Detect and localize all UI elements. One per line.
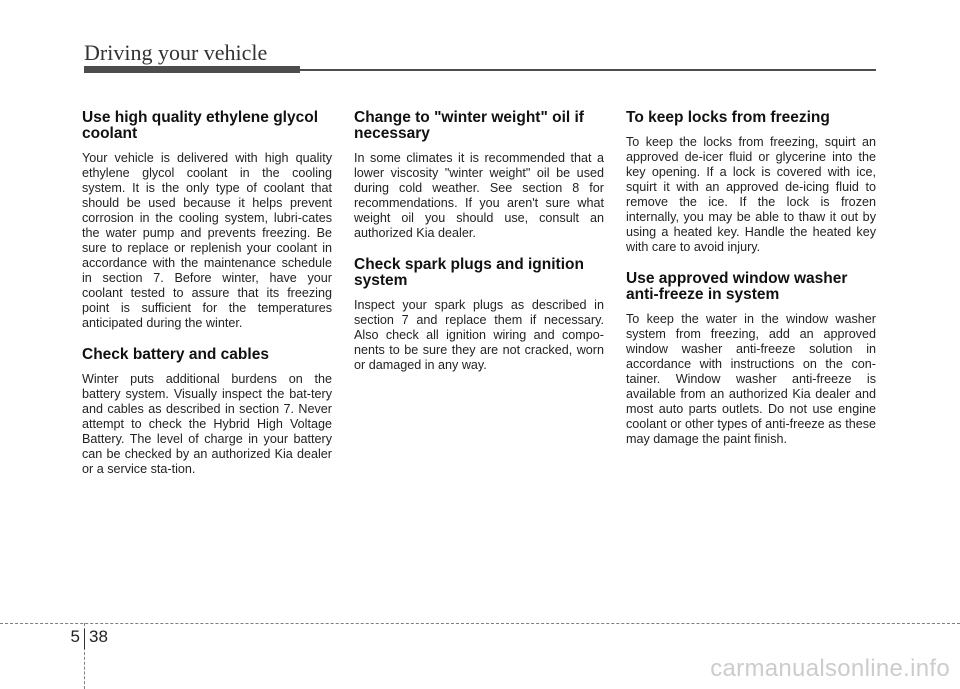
watermark-text: carmanualsonline.info [710,655,950,682]
section-washer [626,271,876,447]
chapter-number: 5 [70,627,80,646]
section-heading: To keep locks from freezing [626,109,830,126]
page-header-title: Driving your vehicle [84,40,268,65]
column-left [82,110,332,493]
section-heading: Use high quality ethylene glycol coolant [82,109,318,142]
section-body: To keep the locks from freezing, squirt an approved de-icer fluid or glycerine into the key opening. If a lock is covered with ice, squirt it with an approved de-icing fluid to remove the ice. If the lock is frozen internally, you may be able to thaw it out by using a heated key. Handle the heated key with care to avoid injury. [626,135,876,254]
section-body: To keep the water in the window washer system from freezing, add an approved window washer anti-freeze solution in accordance with instructions on the con-tainer. Window washer anti-freeze is available from an authorized Kia dealer and most auto parts outlets. Do not use engine coolant or other types of anti-freeze as these may damage the paint finish. [626,312,876,446]
footer-dashed-rule [0,623,960,624]
column-middle [354,110,604,389]
section-heading: Use approved window washer anti-freeze in system [626,270,848,303]
section-spark-plugs [354,257,604,373]
section-body: Winter puts additional burdens on the battery system. Visually inspect the bat-tery and cables as described in section 7. Never attempt to check the Hybrid High Voltage Battery. The level of charge in your battery can be checked by an authorized Kia dealer or a service sta-tion. [82,372,332,476]
column-right [626,110,876,463]
page-number: 38 [89,627,108,646]
section-coolant [82,110,332,331]
header-rule-thin [300,69,876,71]
section-heading: Check battery and cables [82,346,269,363]
section-body: In some climates it is recommended that a lower viscosity "winter weight" oil be used during cold weather. See section 8 for recommendations. If you aren't sure what weight oil you should use, consult an authorized Kia dealer. [354,151,604,240]
section-battery [82,347,332,477]
section-winter-oil [354,110,604,241]
page-number-divider [84,629,85,649]
section-locks [626,110,876,255]
section-body: Your vehicle is delivered with high quality ethylene glycol coolant in the cooling system. It is the only type of coolant that should be used because it helps prevent corrosion in the cooling system, lubri-cates the water pump and prevents freezing. Be sure to replace or replenish your coolant in accordance with the maintenance schedule in section 7. Before winter, have your coolant tested to assure that its freezing point is sufficient for the temperatures anticipated during the winter. [82,151,332,330]
section-heading: Change to "winter weight" oil if necessary [354,109,584,142]
header-rule-thick [84,66,300,73]
section-heading: Check spark plugs and ignition system [354,256,584,289]
section-body: Inspect your spark plugs as described in section 7 and replace them if necessary. Also check all ignition wiring and compo-nents to be sure they are not cracked, worn or damaged in any way. [354,298,604,372]
